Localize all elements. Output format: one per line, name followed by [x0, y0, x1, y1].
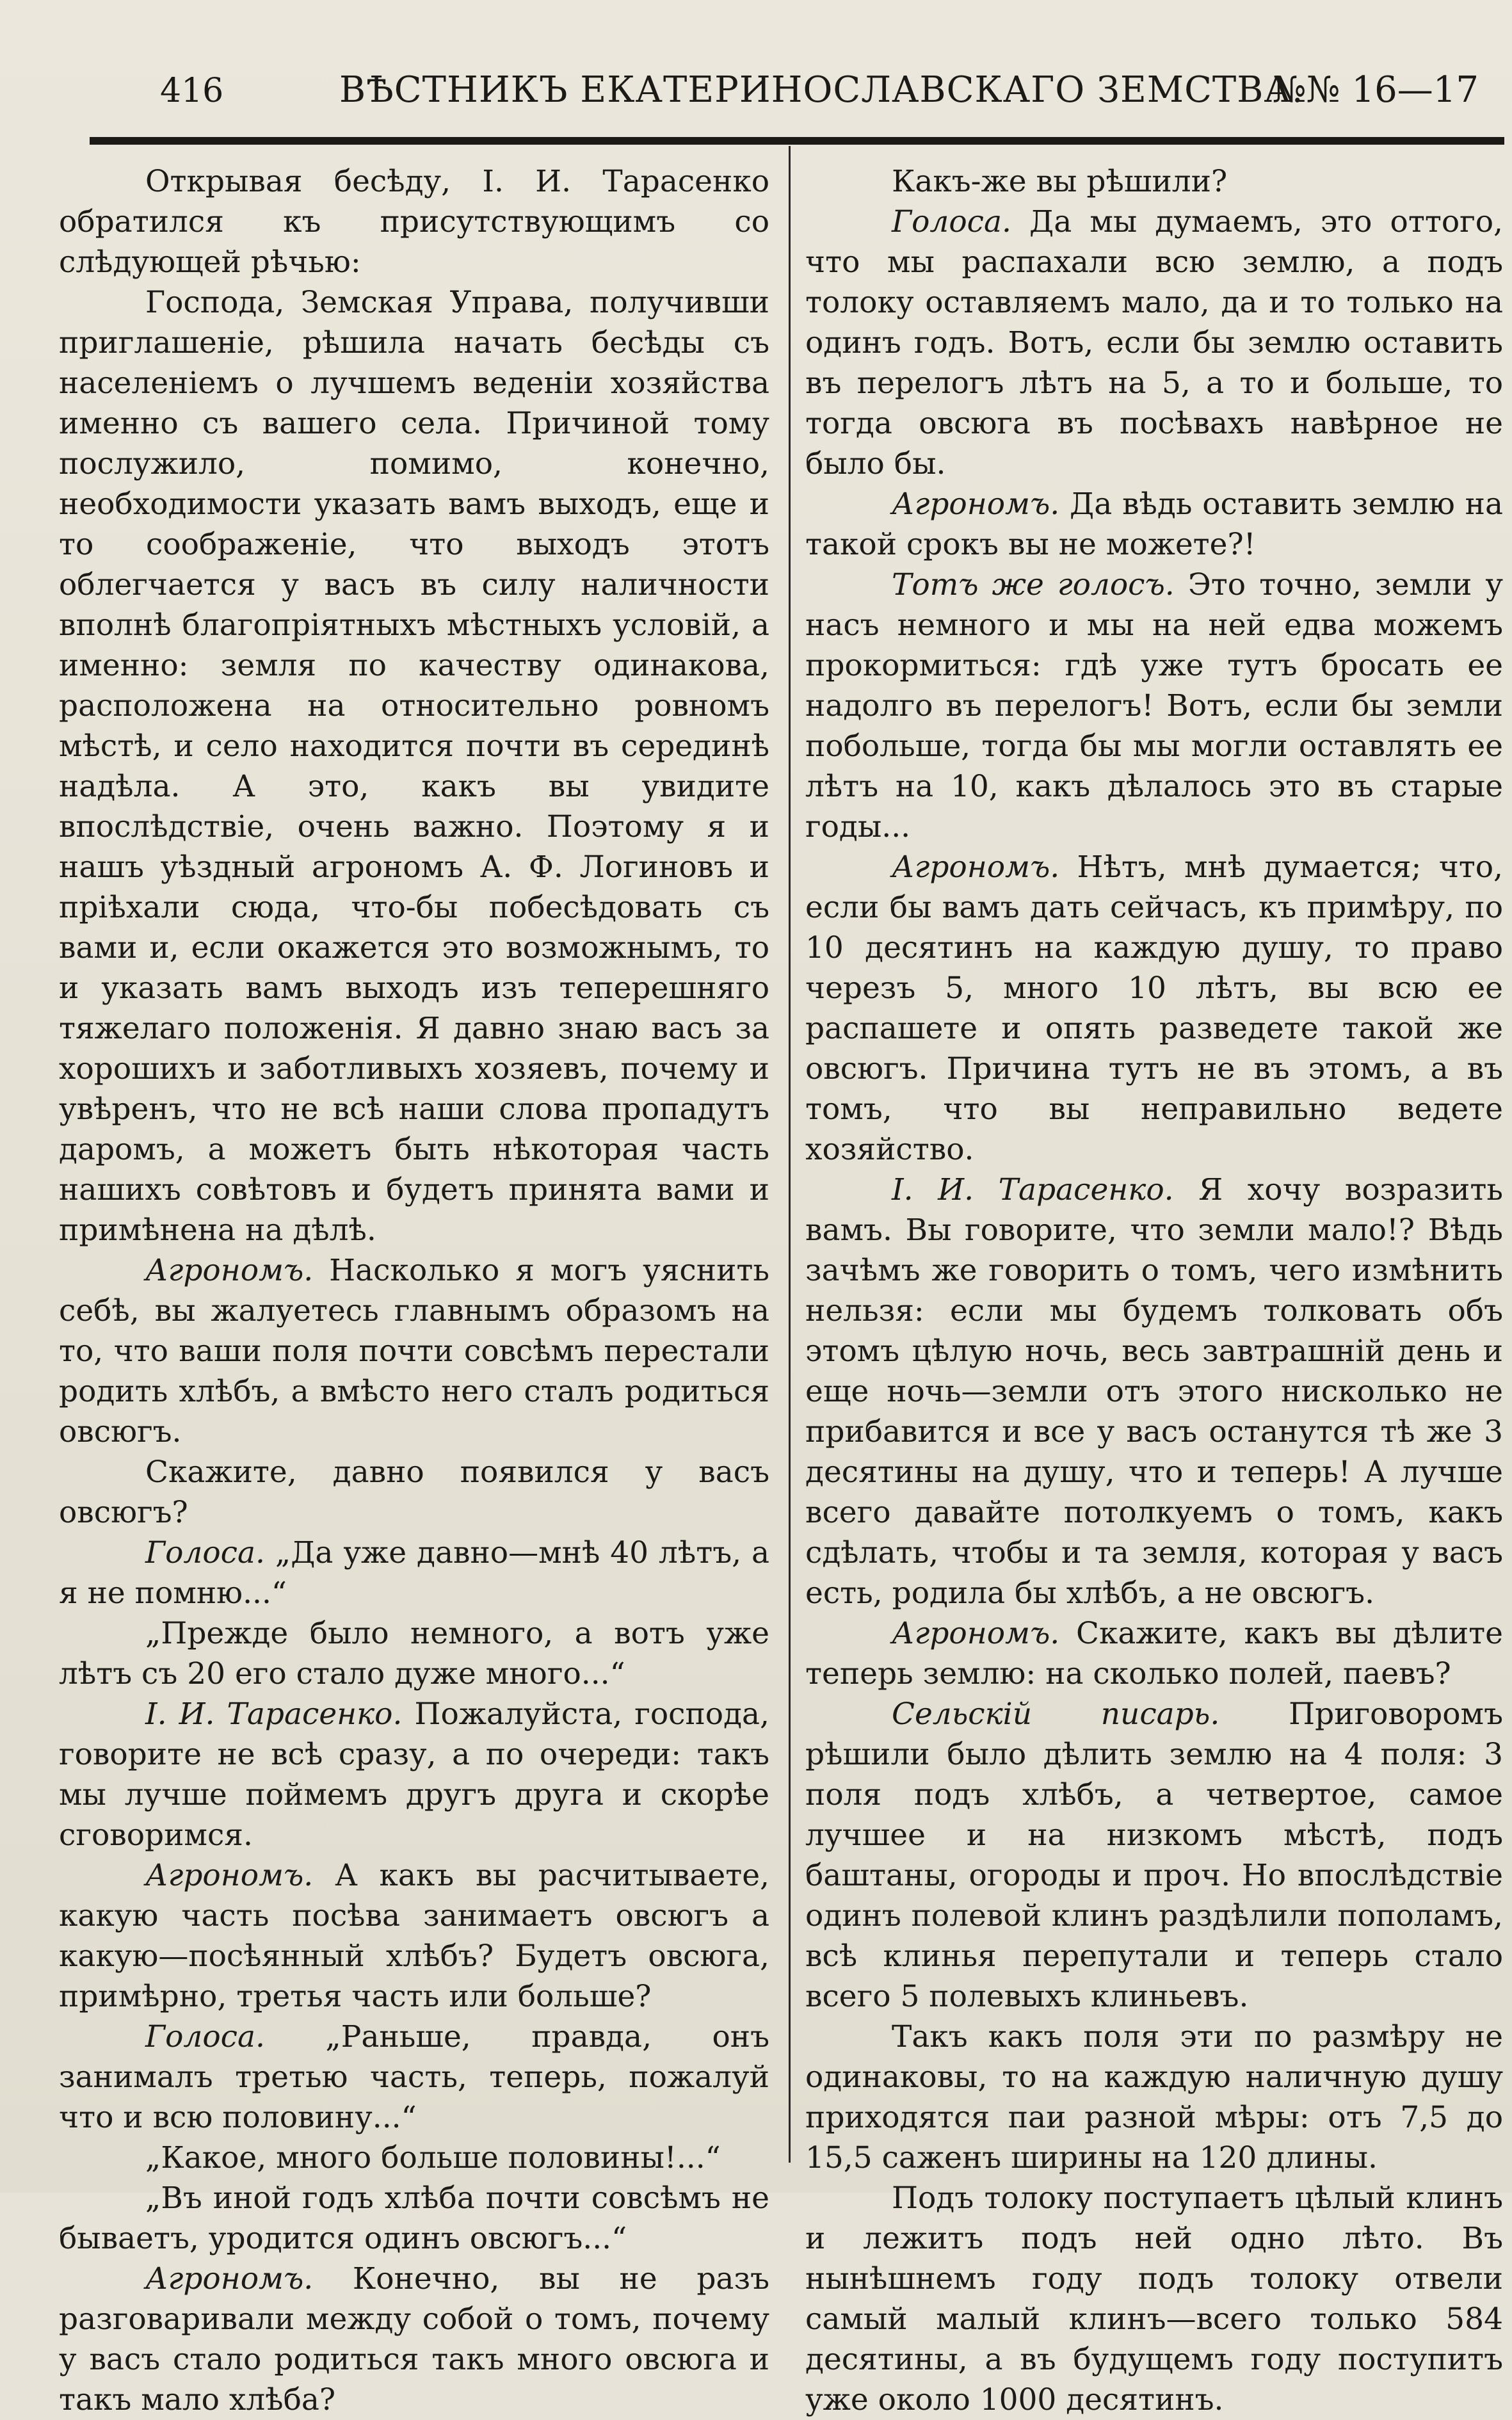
- paragraph: [805, 2178, 1503, 2420]
- paragraph-text: „Раньше, правда, онъ занималъ третью часть, теперь, пожалуй что и всю половину...“: [59, 2019, 769, 2135]
- paragraph: [805, 847, 1503, 1170]
- paragraph-text: Я хочу возразить вамъ. Вы говорите, что земли мало!? Вѣдь зачѣмъ же говорить о томъ, чего измѣнить нельзя: если мы будемъ толковать объ этомъ цѣлую ночь, весь завтрашній день и еще ночь—земли отъ этого нисколько не прибавится и все у васъ останутся тѣ же 3 десятины на душу, что и теперь! А лучше всего давайте потолкуемъ о томъ, какъ сдѣлать, чтобы и та земля, которая у васъ есть, родила бы хлѣбъ, а не овсюгъ.: [805, 1172, 1503, 1611]
- paragraph-text: „Въ иной годъ хлѣба почти совсѣмъ не бываетъ, уродится одинъ овсюгъ...“: [59, 2181, 769, 2256]
- left-column: [59, 161, 769, 2420]
- issue-number: №№ 16—17: [1272, 69, 1479, 111]
- speaker: І. И. Тарасенко.: [145, 1697, 403, 1732]
- paragraph: [805, 161, 1503, 202]
- speaker: Агрономъ.: [892, 487, 1060, 522]
- paragraph-text: „Прежде было немного, а вотъ уже лѣтъ съ 20 его стало дуже много...“: [59, 1616, 769, 1691]
- paragraph: [59, 1533, 769, 1613]
- paragraph: [805, 1694, 1503, 2017]
- paragraph: [805, 2017, 1503, 2178]
- paragraph: [59, 161, 769, 282]
- paragraph-text: „Какое, много больше половины!...“: [145, 2140, 721, 2175]
- speaker: Голоса.: [145, 2019, 265, 2054]
- column-divider: [789, 146, 791, 2163]
- paragraph-text: „Да уже давно—мнѣ 40 лѣтъ, а я не помню...“: [59, 1535, 769, 1611]
- running-header: [160, 64, 1479, 122]
- paragraph: [59, 1613, 769, 1694]
- speaker: Голоса.: [892, 204, 1011, 239]
- speaker: Агрономъ.: [145, 1253, 314, 1288]
- paragraph-text: А какъ вы расчитываете, какую часть посѣва занимаетъ овсюгъ а какую—посѣянный хлѣбъ? Будетъ овсюга, примѣрно, третья часть или больше?: [59, 1858, 769, 2014]
- speaker: Сельскій писарь.: [892, 1697, 1220, 1732]
- paragraph: [59, 1452, 769, 1533]
- paragraph-text: Скажите, какъ вы дѣлите теперь землю: на сколько полей, паевъ?: [805, 1616, 1503, 1691]
- paragraph: [59, 1855, 769, 2017]
- paragraph-text: Это точно, земли у насъ немного и мы на ней едва можемъ прокормиться: гдѣ уже тутъ бросать ее надолго въ перелогъ! Вотъ, если бы земли побольше, тогда бы мы могли оставлять ее лѣтъ на 10, какъ дѣлалось это въ старые годы...: [805, 567, 1503, 844]
- header-rule: [90, 137, 1504, 145]
- paragraph-text: Господа, Земская Управа, получивши приглашеніе, рѣшила начать бесѣды съ населеніемъ о лучшемъ веденіи хозяйства именно съ вашего села. Причиной тому послужило, помимо, конечно, необходимости указать вамъ выходъ, еще и то соображеніе, что выходъ этотъ облегчается у васъ въ силу наличности вполнѣ благопріятныхъ мѣстныхъ условій, а именно: земля по качеству одинакова, расположена на относительно ровномъ мѣстѣ, и село находится почти въ серединѣ надѣла. А это, какъ вы увидите впослѣдствіе, очень важно. Поэтому я и нашъ уѣздный агрономъ А. Ф. Логиновъ и пріѣхали сюда, что-бы побесѣдовать съ вами и, если окажется это возможнымъ, то и указать вамъ выходъ изъ теперешняго тяжелаго положенія. Я давно знаю васъ за хорошихъ и заботливыхъ хозяевъ, почему и увѣренъ, что не всѣ наши слова пропадутъ даромъ, а можетъ быть нѣкоторая часть нашихъ совѣтовъ и будетъ принята вами и примѣнена на дѣлѣ.: [59, 285, 769, 1248]
- paragraph-text: Приговоромъ рѣшили было дѣлить землю на 4 поля: 3 поля подъ хлѣбъ, а четвертое, самое лучшее и на низкомъ мѣстѣ, подъ баштаны, огороды и проч. Но впослѣдствіе одинъ полевой клинъ раздѣлили пополамъ, всѣ клинья перепутали и теперь стало всего 5 полевыхъ клиньевъ.: [805, 1697, 1503, 2014]
- speaker: Тотъ же голосъ.: [892, 567, 1175, 602]
- paragraph-text: Скажите, давно появился у васъ овсюгъ?: [59, 1455, 769, 1530]
- paragraph-text: Да вѣдь оставить землю на такой срокъ вы не можете?!: [805, 487, 1503, 562]
- paragraph: [59, 282, 769, 1250]
- speaker: Агрономъ.: [145, 2261, 314, 2296]
- paragraph-text: Конечно, вы не разъ разговаривали между собой о томъ, почему у васъ стало родиться такъ много овсюга и такъ мало хлѣба?: [59, 2261, 769, 2417]
- paragraph: [59, 2017, 769, 2138]
- paragraph-text: Такъ какъ поля эти по размѣру не одинаковы, то на каждую наличную душу приходятся паи разной мѣры: отъ 7,5 до 15,5 саженъ ширины на 120 длины.: [805, 2019, 1503, 2175]
- paragraph: [59, 2178, 769, 2259]
- paragraph-text: Пожалуйста, господа, говорите не всѣ сразу, а по очереди: такъ мы лучше поймемъ другъ друга и скорѣе сговоримся.: [59, 1697, 769, 1853]
- paragraph: [805, 1613, 1503, 1694]
- paragraph: [59, 1250, 769, 1452]
- paragraph-text: Да мы думаемъ, это оттого, что мы распахали всю землю, а подъ толоку оставляемъ мало, да и то только на одинъ годъ. Вотъ, если бы землю оставить въ перелогъ лѣтъ на 5, а то и больше, то тогда овсюга въ посѣвахъ навѣрное не было бы.: [805, 204, 1503, 481]
- right-column: [805, 161, 1503, 2420]
- paragraph: [59, 1694, 769, 1855]
- paragraph-text: Подъ толоку поступаетъ цѣлый клинъ и лежитъ подъ ней одно лѣто. Въ нынѣшнемъ году подъ толоку отвели самый малый клинъ—всего только 584 десятины, а въ будущемъ году поступитъ уже около 1000 десятинъ.: [805, 2181, 1503, 2417]
- paragraph: [805, 565, 1503, 847]
- paragraph-text: Насколько я могъ уяснить себѣ, вы жалуетесь главнымъ образомъ на то, что ваши поля почти совсѣмъ перестали родить хлѣбъ, а вмѣсто него сталъ родиться овсюгъ.: [59, 1253, 769, 1449]
- paragraph: [805, 484, 1503, 565]
- speaker: Агрономъ.: [145, 1858, 314, 1893]
- speaker: Агрономъ.: [892, 1616, 1060, 1651]
- paragraph-text: Нѣтъ, мнѣ думается; что, если бы вамъ дать сейчасъ, къ примѣру, по 10 десятинъ на каждую душу, то право черезъ 5, много 10 лѣтъ, вы всю ее распашете и опять разведете такой же овсюгъ. Причина тутъ не въ этомъ, а въ томъ, что вы неправильно ведете хозяйство.: [805, 850, 1503, 1167]
- paragraph-text: Открывая бесѣду, І. И. Тарасенко обратился къ присутствующимъ со слѣдующей рѣчью:: [59, 164, 769, 280]
- page-number: 416: [160, 72, 224, 110]
- paragraph: [59, 2138, 769, 2178]
- journal-title: ВѢСТНИКЪ ЕКАТЕРИНОСЛАВСКАГО ЗЕМСТВА.: [339, 69, 1304, 111]
- speaker: І. И. Тарасенко.: [892, 1172, 1174, 1207]
- paragraph-text: Какъ-же вы рѣшили?: [892, 164, 1228, 199]
- paragraph: [805, 1170, 1503, 1613]
- paragraph: [59, 2259, 769, 2420]
- speaker: Голоса.: [145, 1535, 265, 1570]
- paragraph: [805, 202, 1503, 484]
- speaker: Агрономъ.: [892, 850, 1060, 885]
